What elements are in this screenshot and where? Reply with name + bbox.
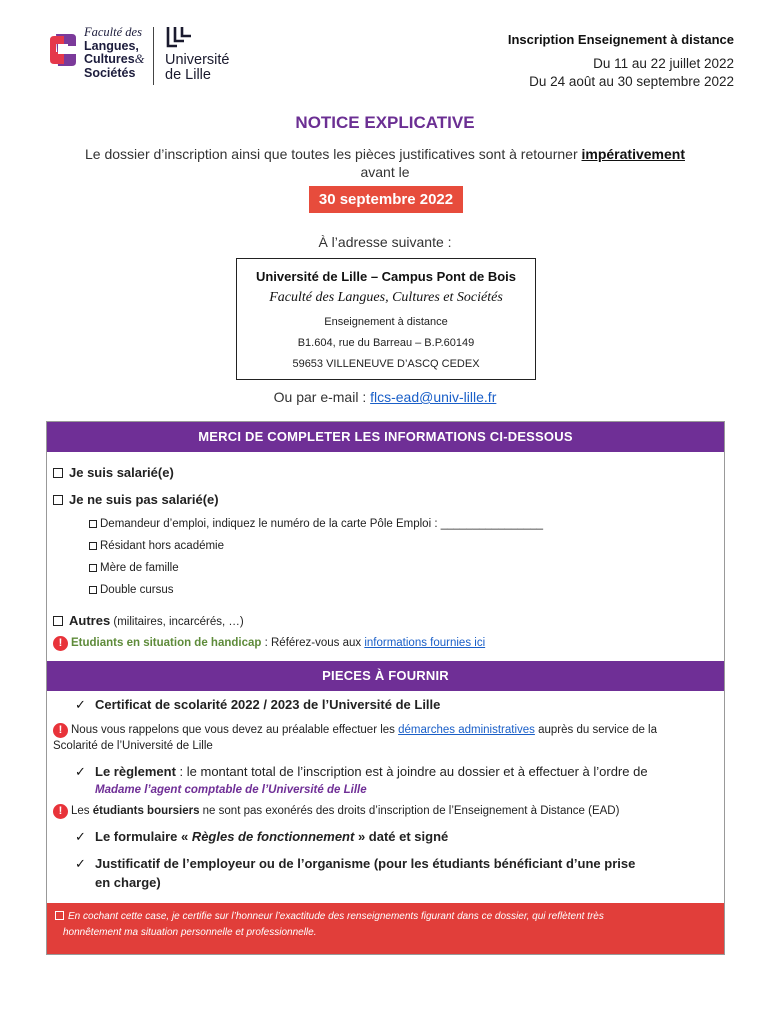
residant-checkbox[interactable]	[89, 542, 97, 550]
handicap-note	[53, 636, 485, 651]
piece-reglement-label: Le règlement	[95, 764, 176, 779]
checkmark-icon: ✓	[75, 764, 86, 779]
address-intro: À l’adresse suivante :	[318, 234, 452, 250]
demandeur-checkbox[interactable]	[89, 520, 97, 528]
email-line	[0, 389, 770, 405]
warning-icon: !	[53, 636, 68, 651]
note-boursiers-prefix: Les	[71, 805, 93, 817]
note-demarches-line2: Scolarité de l’Université de Lille	[53, 740, 213, 752]
address-line-3: Enseignement à distance	[324, 316, 448, 328]
email-link[interactable]: flcs-ead@univ-lille.fr	[370, 389, 497, 405]
piece-formulaire-after: » daté et signé	[354, 829, 449, 844]
autres-checkbox[interactable]	[53, 616, 63, 626]
piece-formulaire-before: Le formulaire «	[95, 829, 192, 844]
note-demarches-text: Nous vous rappelons que vous devez au préalable effectuer les	[71, 724, 399, 736]
mere-label: Mère de famille	[100, 562, 179, 574]
option-autres[interactable]	[53, 613, 244, 628]
section-informations-header: MERCI DE COMPLETER LES INFORMATIONS CI-DESSOUS	[47, 422, 724, 452]
note-demarches	[53, 722, 657, 754]
flcs-logo-line3: Cultures	[84, 52, 135, 66]
flcs-logo-icon	[46, 30, 80, 70]
non-salarie-checkbox[interactable]	[53, 495, 63, 505]
piece-justificatif-line2: en charge)	[95, 875, 161, 890]
handicap-text: : Référez-vous aux	[261, 637, 365, 649]
consent-text-line2: honnêtement ma situation personnelle et professionnelle.	[63, 927, 317, 938]
email-prefix: Ou par e-mail :	[273, 389, 371, 405]
handicap-info-link[interactable]: informations fournies ici	[364, 637, 486, 649]
flcs-logo-amp: &	[134, 52, 145, 66]
piece-justificatif	[75, 854, 635, 892]
ulille-logo-text	[165, 53, 229, 83]
flcs-logo-text	[84, 26, 144, 80]
sub-option-mere[interactable]	[89, 562, 179, 574]
flcs-logo-line2: Langues,	[84, 38, 139, 53]
sub-option-residant[interactable]	[89, 540, 224, 552]
ulille-logo-line2: de Lille	[165, 67, 211, 83]
option-salarie[interactable]	[53, 465, 174, 480]
piece-reglement	[75, 763, 648, 799]
notice-title: NOTICE EXPLICATIVE	[295, 113, 475, 132]
checkmark-icon: ✓	[75, 856, 86, 871]
address-line-5: 59653 VILLENEUVE D’ASCQ CEDEX	[292, 358, 480, 370]
sub-option-double-cursus[interactable]	[89, 584, 174, 596]
form-box	[46, 421, 725, 955]
note-demarches-after: auprès du service de la	[534, 724, 658, 736]
double-cursus-checkbox[interactable]	[89, 586, 97, 594]
notice-intro	[40, 145, 730, 181]
notice-intro-text: Le dossier d’inscription ainsi que toutes les pièces justificatives sont à retourner	[85, 146, 582, 162]
handicap-label: Etudiants en situation de handicap	[71, 637, 262, 649]
piece-formulaire-italic: Règles de fonctionnement	[191, 829, 355, 844]
address-line-2: Faculté des Langues, Cultures et Sociétés	[269, 290, 503, 305]
non-salarie-label: Je ne suis pas salarié(e)	[69, 492, 219, 507]
flcs-logo	[46, 26, 158, 86]
salarie-checkbox[interactable]	[53, 468, 63, 478]
piece-reglement-text: : le montant total de l’inscription est à joindre au dossier et à effectuer à l’ordre de	[175, 764, 648, 779]
flcs-logo-line1: Faculté des	[84, 25, 142, 39]
header-date-2: Du 24 août au 30 septembre 2022	[529, 74, 734, 89]
option-non-salarie[interactable]	[53, 492, 219, 507]
autres-label: Autres	[69, 613, 111, 628]
piece-justificatif-line1: Justificatif de l’employeur ou de l’organisme (pour les étudiants bénéficiant d’une prise	[95, 856, 636, 871]
notice-intro-after: avant le	[360, 164, 410, 180]
logo-separator	[153, 27, 154, 85]
certification-consent[interactable]	[47, 903, 724, 954]
address-line-1: Université de Lille – Campus Pont de Bois	[255, 269, 517, 284]
section-pieces-header: PIECES À FOURNIR	[47, 661, 724, 691]
header-title: Inscription Enseignement à distance	[507, 32, 734, 47]
ulille-logo	[165, 26, 245, 86]
header-date-1: Du 11 au 22 juillet 2022	[593, 56, 734, 71]
note-boursiers	[53, 804, 619, 819]
piece-formulaire	[75, 829, 448, 845]
double-cursus-label: Double cursus	[100, 584, 174, 596]
checkmark-icon: ✓	[75, 697, 86, 712]
postal-address-box	[236, 258, 536, 380]
address-line-4: B1.604, rue du Barreau – B.P.60149	[297, 337, 475, 349]
ulille-logo-line1: Université	[165, 52, 230, 68]
notice-intro-emphasis: impérativement	[581, 146, 685, 162]
consent-checkbox[interactable]	[55, 911, 64, 920]
sub-option-demandeur[interactable]	[89, 518, 543, 530]
document-header	[0, 0, 770, 110]
deadline-badge: 30 septembre 2022	[309, 186, 463, 213]
piece-certificat-label: Certificat de scolarité 2022 / 2023 de l’Université de Lille	[95, 697, 441, 712]
note-boursiers-text: ne sont pas exonérés des droits d’inscription de l’Enseignement à Distance (EAD)	[199, 805, 620, 817]
demandeur-label: Demandeur d’emploi, indiquez le numéro de la carte Pôle Emploi : ________________	[100, 518, 544, 530]
mere-checkbox[interactable]	[89, 564, 97, 572]
consent-text-line1: En cochant cette case, je certifie sur l’honneur l’exactitude des renseignements figurant dans ce dossier, qui reflètent très	[68, 911, 604, 922]
flcs-logo-line4: Sociétés	[84, 65, 136, 80]
ulille-logo-icon	[165, 26, 195, 50]
autres-detail: (militaires, incarcérés, …)	[110, 616, 244, 628]
piece-certificat	[75, 697, 440, 713]
agent-comptable: Madame l’agent comptable de l’Université de Lille	[95, 784, 367, 796]
residant-label: Résidant hors académie	[100, 540, 225, 552]
header-info	[508, 32, 734, 91]
demarches-link[interactable]: démarches administratives	[398, 724, 535, 736]
note-boursiers-bold: étudiants boursiers	[92, 805, 200, 817]
warning-icon: !	[53, 804, 68, 819]
warning-icon: !	[53, 723, 68, 738]
salarie-label: Je suis salarié(e)	[69, 465, 174, 480]
checkmark-icon: ✓	[75, 829, 86, 844]
